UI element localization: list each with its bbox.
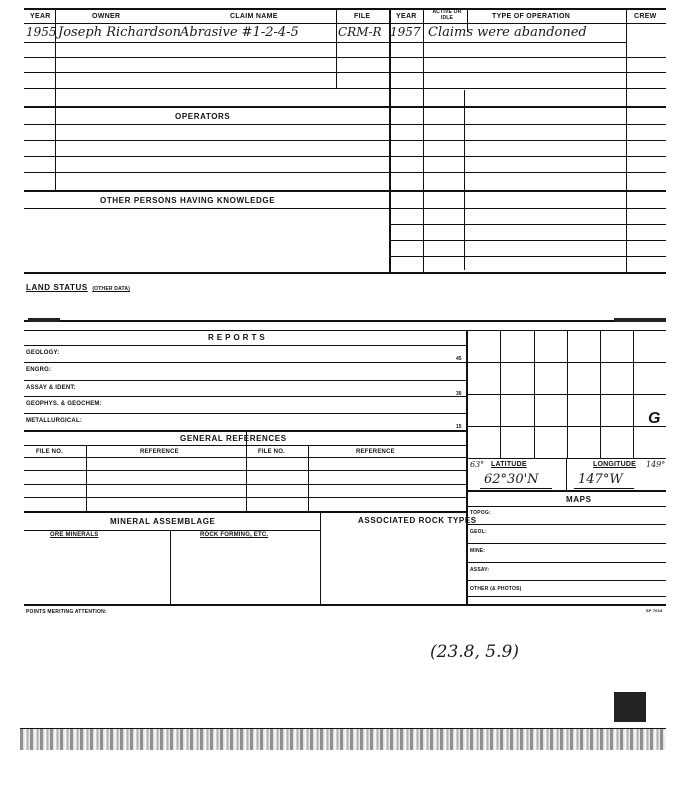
mark-15: 15: [456, 424, 462, 430]
topog-label: TOPOG:: [470, 510, 491, 516]
grid-letter: G: [648, 410, 661, 427]
location-note: (23.8, 5.9): [430, 642, 519, 662]
entry-owner: Joseph Richardson: [58, 25, 181, 40]
latitude-value: 62°30'N: [484, 472, 539, 487]
mine-label: MINE:: [470, 548, 486, 554]
maps-heading: MAPS: [566, 495, 592, 504]
operators-heading: OPERATORS: [175, 112, 231, 121]
ore-minerals-label: ORE MINERALS: [50, 532, 99, 538]
metallurgical-label: METALLURGICAL:: [26, 418, 83, 424]
geology-label: GEOLOGY:: [26, 350, 60, 356]
col-crew: CREW: [634, 13, 657, 20]
scan-mark: [614, 318, 666, 322]
col-owner: OWNER: [92, 13, 121, 20]
ref-col-file-no: FILE NO.: [36, 449, 63, 455]
lat-prefix: 63°: [470, 460, 485, 469]
general-references-heading: GENERAL REFERENCES: [180, 434, 287, 443]
ref-col-reference-2: REFERENCE: [356, 449, 395, 455]
latitude-label: LATITUDE: [491, 461, 527, 468]
reports-heading: REPORTS: [208, 333, 268, 342]
col-year: YEAR: [30, 13, 51, 20]
col-type-of-operation: TYPE OF OPERATION: [492, 13, 571, 20]
entry-year: 1955: [26, 25, 57, 39]
scan-mark: [28, 318, 60, 322]
col-claim-name: CLAIM NAME: [230, 13, 278, 20]
entry-year-2: 1957: [390, 25, 421, 39]
col-year-2: YEAR: [396, 13, 417, 20]
scan-noise-band: [20, 728, 666, 750]
land-status-label: LAND STATUS: [26, 283, 88, 292]
mark-30: 30: [456, 391, 462, 397]
land-status-heading: [26, 277, 130, 295]
rock-forming-label: ROCK FORMING, ETC.: [200, 532, 269, 538]
associated-rock-types-line1: ASSOCIATED ROCK TYPES: [358, 516, 477, 525]
long-prefix: 149°: [646, 460, 666, 469]
points-meriting-label: POINTS MERITING ATTENTION:: [26, 609, 107, 615]
col-file: FILE: [354, 13, 371, 20]
geophys-label: GEOPHYS. & GEOCHEM:: [26, 401, 102, 407]
col-active-or-idle: ACTIVE OR IDLE: [432, 9, 462, 21]
land-status-sub: (OTHER DATA): [92, 286, 131, 292]
scan-block: [614, 692, 646, 722]
longitude-value: 147°W: [578, 472, 623, 487]
engrg-label: ENGRG:: [26, 367, 52, 373]
geol-label: GEOL:: [470, 529, 487, 535]
assay-map-label: ASSAY:: [470, 567, 490, 573]
entry-file: CRM-R: [338, 25, 382, 39]
other-persons-heading: OTHER PERSONS HAVING KNOWLEDGE: [100, 196, 276, 205]
mark-45: 45: [456, 356, 462, 362]
ref-col-file-no-2: FILE NO.: [258, 449, 285, 455]
mineral-assemblage-heading: MINERAL ASSEMBLAGE: [110, 517, 216, 526]
longitude-label: LONGITUDE: [593, 461, 637, 468]
entry-claim-name: Abrasive #1-2-4-5: [180, 25, 299, 40]
assay-label: ASSAY & IDENT:: [26, 385, 76, 391]
other-photos-label: OTHER (& PHOTOS): [470, 586, 522, 592]
ref-col-reference: REFERENCE: [140, 449, 179, 455]
entry-type-of-operation: Claims were abandoned: [428, 25, 587, 40]
form-number: SF 7018: [646, 608, 663, 613]
